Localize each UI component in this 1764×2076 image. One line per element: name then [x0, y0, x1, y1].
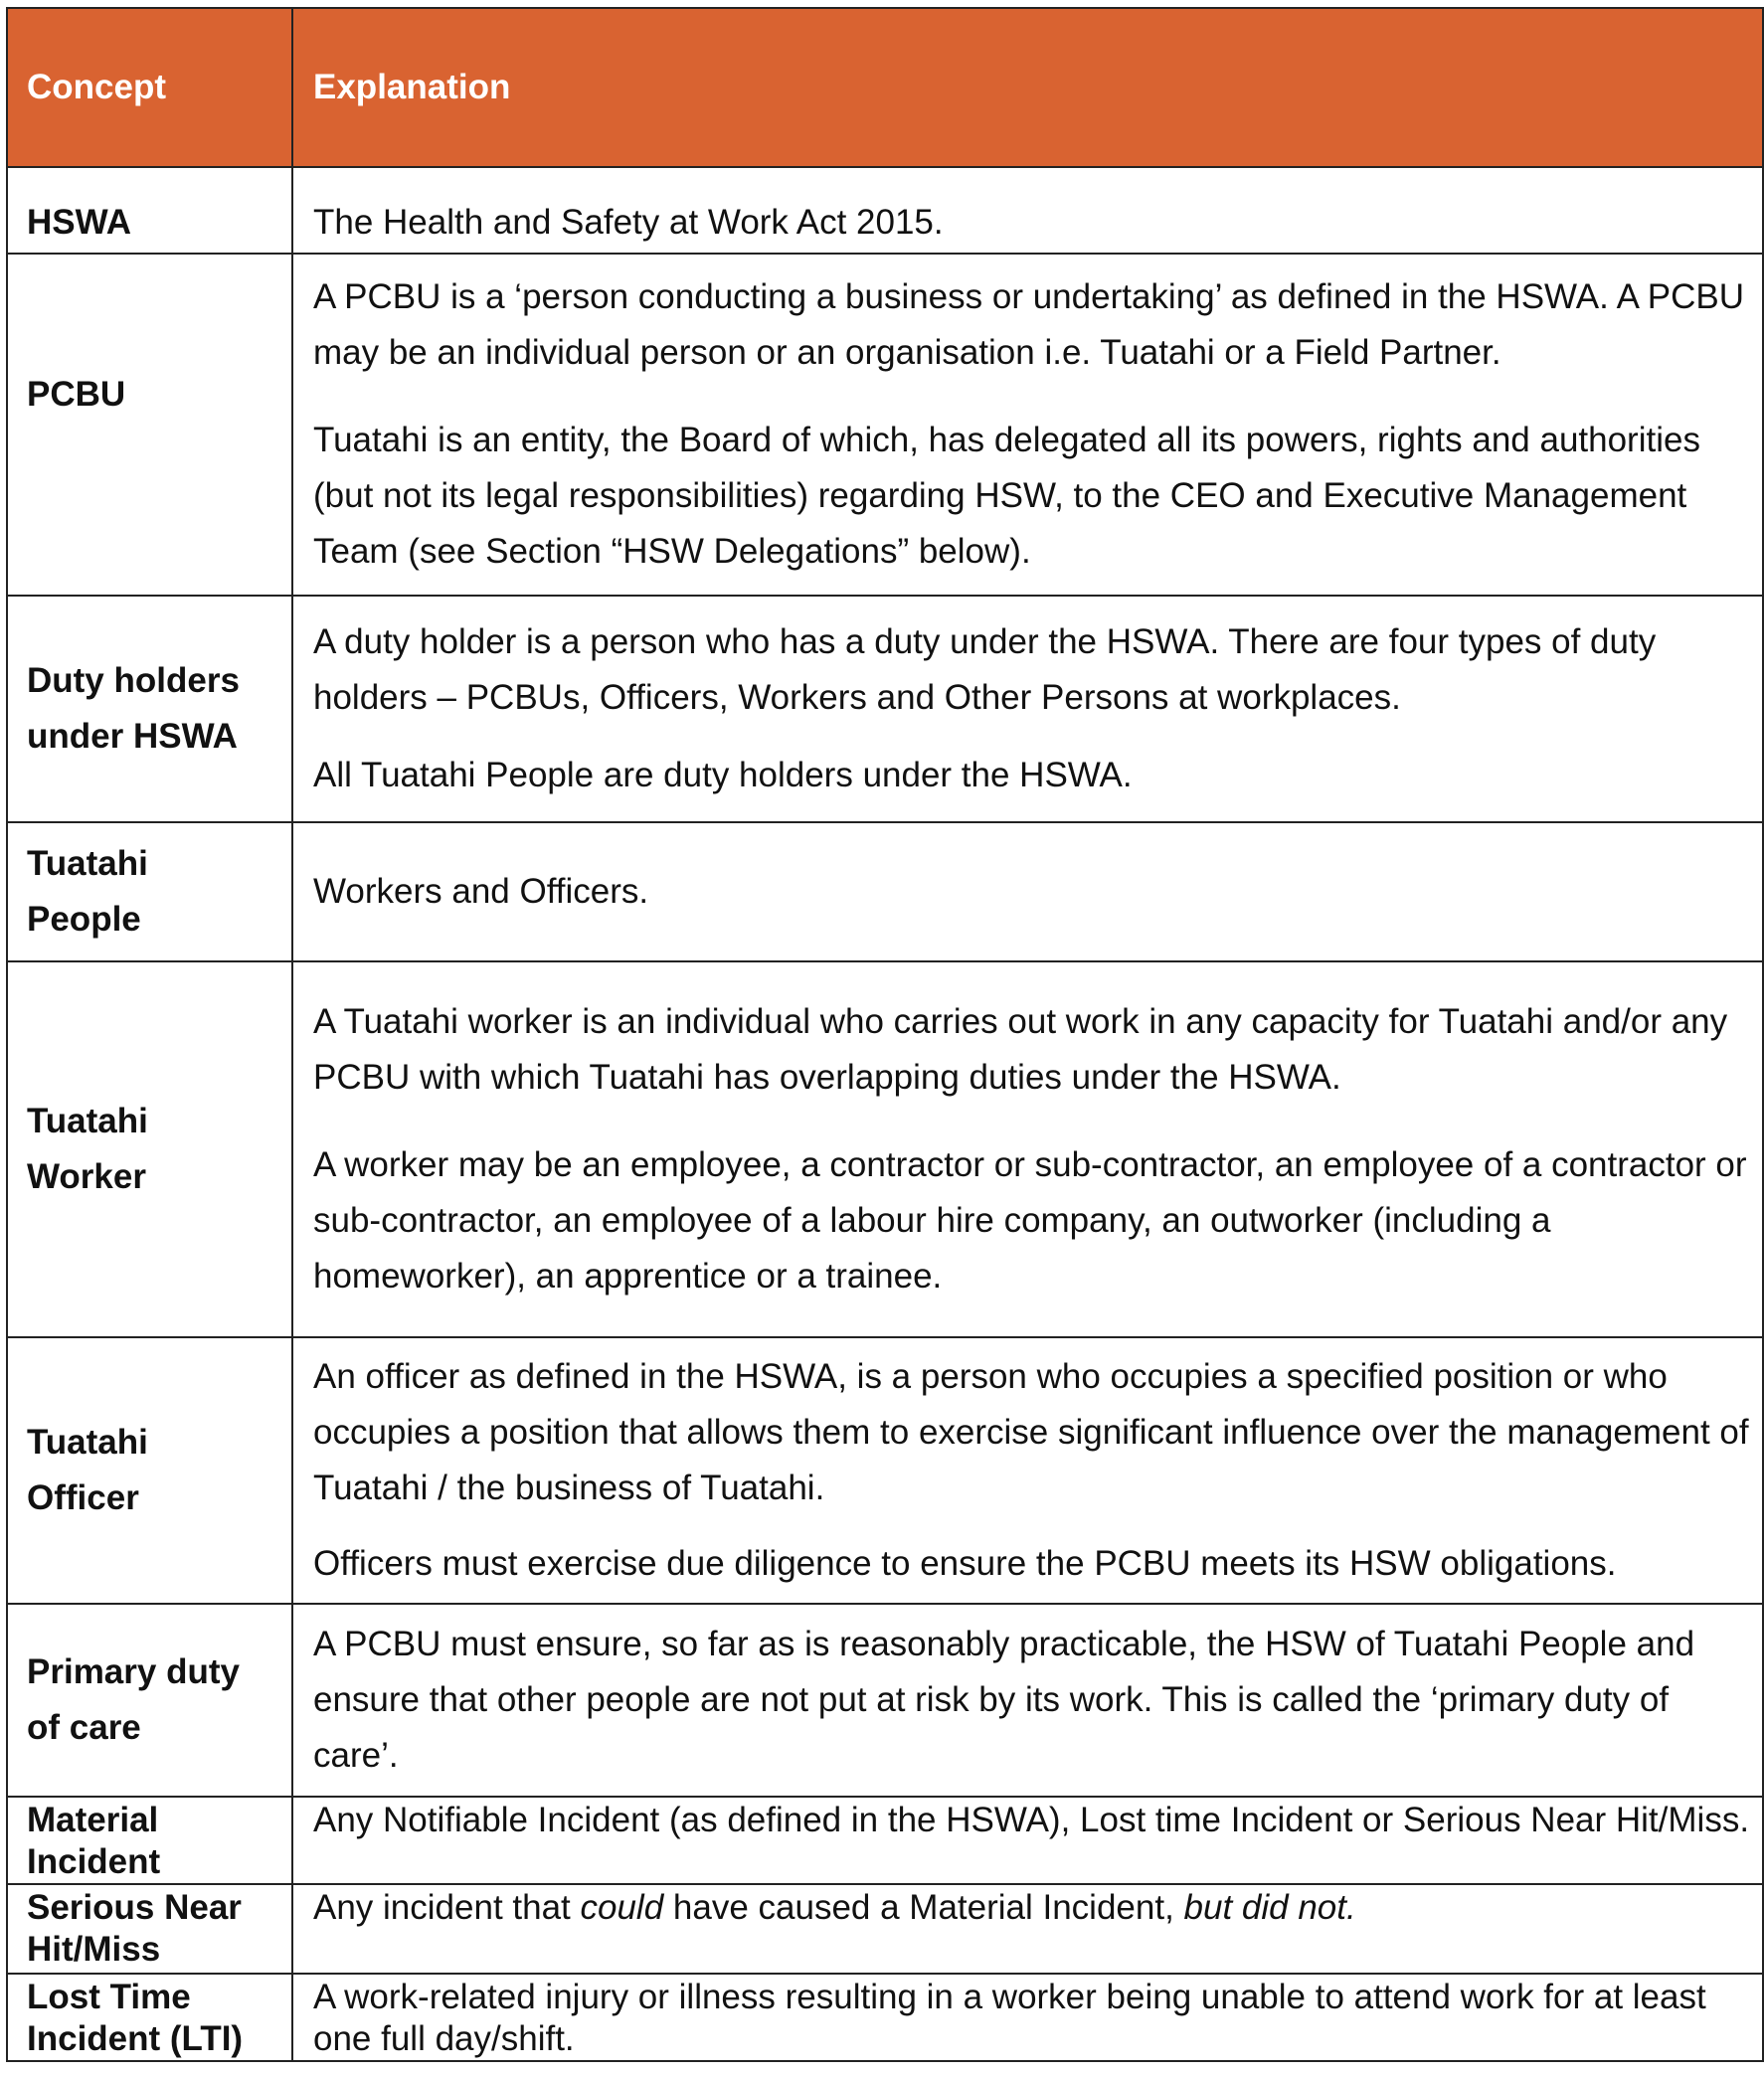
header-row	[7, 8, 1763, 167]
explanation-text: The Health and Safety at Work Act 2015.	[313, 203, 944, 242]
table-row	[7, 1797, 1763, 1884]
emphasis-text: but did not.	[1183, 1888, 1356, 1927]
concept-cell: Tuatahi Officer	[7, 1337, 292, 1604]
table-row	[7, 596, 1763, 822]
concept-cell: Tuatahi People	[7, 822, 292, 961]
explanation-text: A duty holder is a person who has a duty under the HSWA. There are four types of duty holders – PCBUs, Officers, Workers and Other Persons at workplaces.	[313, 622, 1657, 717]
concept-header: Concept	[7, 8, 292, 167]
explanation-text: Officers must exercise due diligence to ensure the PCBU meets its HSW obligations.	[313, 1544, 1617, 1583]
explanation-cell	[292, 167, 1763, 254]
explanation-cell	[292, 254, 1763, 596]
explanation-text: Workers and Officers.	[313, 872, 649, 911]
concept-cell: Tuatahi Worker	[7, 961, 292, 1337]
explanation-text: A PCBU must ensure, so far as is reasonably practicable, the HSW of Tuatahi People and ensure that other people are not put at risk by its work. This is called the ‘primary duty of care’.	[313, 1625, 1695, 1775]
explanation-text: Any Notifiable Incident (as defined in the HSWA), Lost time Incident or Serious Near Hit/Miss.	[313, 1801, 1750, 1839]
table-row	[7, 254, 1763, 596]
concept-cell: HSWA	[7, 167, 292, 254]
table-row	[7, 822, 1763, 961]
explanation-cell	[292, 1604, 1763, 1797]
emphasis-text: could	[580, 1888, 664, 1927]
explanation-text	[313, 1887, 1750, 1929]
concept-cell: Duty holders under HSWA	[7, 596, 292, 822]
explanation-text: A work-related injury or illness resulting in a worker being unable to attend work for at least one full day/shift.	[313, 1978, 1706, 2058]
table-row	[7, 167, 1763, 254]
concept-cell: PCBU	[7, 254, 292, 596]
explanation-text: A PCBU is a ‘person conducting a business or undertaking’ as defined in the HSWA. A PCBU may be an individual person or an organisation i.e. Tuatahi or a Field Partner.	[313, 277, 1745, 372]
explanation-text: Tuatahi is an entity, the Board of which, has delegated all its powers, rights and authorities (but not its legal responsibilities) regarding HSW, to the CEO and Executive Management Team (see Section “HSW Delegations” below).	[313, 421, 1700, 571]
concept-cell: Material Incident	[7, 1797, 292, 1884]
explanation-text: A Tuatahi worker is an individual who carries out work in any capacity for Tuatahi and/or any PCBU with which Tuatahi has overlapping duties under the HSWA.	[313, 1002, 1728, 1097]
table-row	[7, 961, 1763, 1337]
explanation-cell	[292, 1797, 1763, 1884]
table-row	[7, 1974, 1763, 2061]
explanation-header: Explanation	[292, 8, 1763, 167]
definitions-table	[6, 7, 1764, 2062]
explanation-cell	[292, 822, 1763, 961]
concept-cell: Serious Near Hit/Miss	[7, 1884, 292, 1974]
explanation-text: A worker may be an employee, a contractor or sub-contractor, an employee of a contractor or sub-contractor, an employee of a labour hire company, an outworker (including a homeworker), an apprentice or a trainee.	[313, 1145, 1747, 1296]
explanation-cell	[292, 1884, 1763, 1974]
explanation-cell	[292, 1337, 1763, 1604]
text-span: Any incident that	[313, 1888, 581, 1927]
explanation-text: An officer as defined in the HSWA, is a person who occupies a specified position or who occupies a position that allows them to exercise significant influence over the management of Tuatahi / the business of Tuatahi.	[313, 1357, 1749, 1507]
text-span: have caused a Material Incident,	[663, 1888, 1184, 1927]
concept-cell: Lost Time Incident (LTI)	[7, 1974, 292, 2061]
table-row	[7, 1884, 1763, 1974]
explanation-cell	[292, 596, 1763, 822]
explanation-text: All Tuatahi People are duty holders under the HSWA.	[313, 756, 1133, 794]
explanation-cell	[292, 1974, 1763, 2061]
table-row	[7, 1337, 1763, 1604]
explanation-cell	[292, 961, 1763, 1337]
concept-cell: Primary duty of care	[7, 1604, 292, 1797]
table-row	[7, 1604, 1763, 1797]
